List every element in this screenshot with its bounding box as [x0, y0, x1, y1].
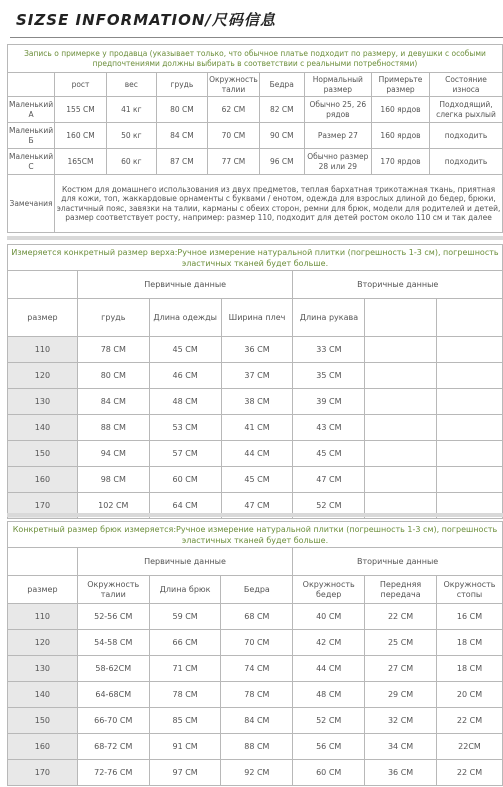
- size-cell: 120: [8, 630, 78, 656]
- table-cell: [437, 337, 503, 363]
- table-row: [8, 97, 503, 123]
- table-cell: [365, 337, 437, 363]
- table-cell: [437, 389, 503, 415]
- table-cell: Маленький А: [8, 97, 55, 123]
- size-cell: 130: [8, 389, 78, 415]
- table-row: [8, 337, 503, 363]
- primary-data-header: Первичные данные: [77, 548, 292, 576]
- table-cell: [365, 363, 437, 389]
- fitting-record-table: [7, 44, 503, 233]
- header-cell: рост: [55, 73, 107, 97]
- table-cell: 46 CM: [149, 363, 221, 389]
- table-cell: 22CM: [437, 734, 503, 760]
- table-cell: Маленький С: [8, 149, 55, 175]
- size-cell: 150: [8, 708, 78, 734]
- header-cell: размер: [8, 299, 78, 337]
- table-cell: 50 кг: [106, 123, 156, 149]
- table-row: [8, 123, 503, 149]
- table-cell: 72-76 CM: [77, 760, 149, 786]
- table-cell: 66-70 CM: [77, 708, 149, 734]
- table-row: [8, 630, 503, 656]
- table-cell: 74 CM: [221, 656, 293, 682]
- title-divider: [10, 37, 503, 38]
- header-cell: [8, 271, 78, 299]
- table-cell: [437, 467, 503, 493]
- group-header-row: [8, 271, 503, 299]
- fitting-note: Запись о примерке у продавца (указывает только, что обычное платье подходит по размеру, и девушки с особыми предпочтениями должны выбирать в соответствии с реальными потребностями): [8, 45, 503, 73]
- table-cell: 60 CM: [293, 760, 365, 786]
- table-cell: Обычно 25, 26 рядов: [304, 97, 371, 123]
- table-cell: Маленький Б: [8, 123, 55, 149]
- table-cell: 18 CM: [437, 656, 503, 682]
- table-cell: 47 CM: [221, 493, 293, 519]
- table-cell: 48 CM: [293, 682, 365, 708]
- table-cell: 88 CM: [221, 734, 293, 760]
- table-cell: 52-56 CM: [77, 604, 149, 630]
- table-cell: 84 CM: [77, 389, 149, 415]
- secondary-data-header: Вторичные данные: [293, 271, 503, 299]
- table-row: [8, 441, 503, 467]
- pants-measure-note: Конкретный размер брюк измеряется:Ручное измерение натуральной плитки (погрешность 1-3 см), погрешность эластичных тканей будет больше.: [8, 522, 503, 548]
- table-cell: 91 CM: [149, 734, 221, 760]
- table-cell: 35 CM: [293, 363, 365, 389]
- size-cell: 110: [8, 337, 78, 363]
- table-cell: 41 кг: [106, 97, 156, 123]
- table-cell: 68 CM: [221, 604, 293, 630]
- table-cell: 102 CM: [77, 493, 149, 519]
- table-cell: 62 CM: [208, 97, 260, 123]
- table-cell: 58-62CM: [77, 656, 149, 682]
- table-cell: 78 CM: [77, 337, 149, 363]
- table-cell: 37 CM: [221, 363, 293, 389]
- table-cell: 38 CM: [221, 389, 293, 415]
- table-cell: 92 CM: [221, 760, 293, 786]
- table-cell: Обычно размер 28 или 29: [304, 149, 371, 175]
- table-cell: Подходящий, слегка рыхлый: [429, 97, 502, 123]
- table-cell: 34 CM: [365, 734, 437, 760]
- table-cell: 64 CM: [149, 493, 221, 519]
- table-cell: [365, 467, 437, 493]
- header-cell: [8, 548, 78, 576]
- table-cell: 48 CM: [149, 389, 221, 415]
- table-cell: 60 кг: [106, 149, 156, 175]
- table-cell: 52 CM: [293, 493, 365, 519]
- table-cell: [437, 363, 503, 389]
- table-cell: 45 CM: [221, 467, 293, 493]
- table-cell: 45 CM: [149, 337, 221, 363]
- table-cell: 57 CM: [149, 441, 221, 467]
- table-cell: 80 CM: [156, 97, 207, 123]
- header-cell: размер: [8, 576, 78, 604]
- table-cell: 90 CM: [259, 123, 304, 149]
- page-title: SIZSE INFORMATION/尺码信息: [16, 11, 276, 29]
- table-cell: 155 CM: [55, 97, 107, 123]
- section-separator: [7, 236, 503, 240]
- header-cell: Окружность стопы: [437, 576, 503, 604]
- table-cell: 98 CM: [77, 467, 149, 493]
- table-header-row: [8, 299, 503, 337]
- table-row: [8, 760, 503, 786]
- table-cell: 66 CM: [149, 630, 221, 656]
- table-cell: 71 CM: [149, 656, 221, 682]
- header-cell: Бедра: [221, 576, 293, 604]
- table-cell: 22 CM: [437, 760, 503, 786]
- remarks-label: Замечания: [8, 175, 55, 233]
- header-cell: грудь: [77, 299, 149, 337]
- table-row: [8, 415, 503, 441]
- header-cell: Бедра: [259, 73, 304, 97]
- title-bar: [0, 0, 503, 40]
- header-cell: вес: [106, 73, 156, 97]
- size-cell: 150: [8, 441, 78, 467]
- table-cell: 84 CM: [156, 123, 207, 149]
- table-cell: 18 CM: [437, 630, 503, 656]
- table-cell: 22 CM: [365, 604, 437, 630]
- size-cell: 160: [8, 467, 78, 493]
- table-cell: 16 CM: [437, 604, 503, 630]
- header-cell: Передняя передача: [365, 576, 437, 604]
- table-cell: [365, 389, 437, 415]
- table-cell: 25 CM: [365, 630, 437, 656]
- table-cell: 36 CM: [365, 760, 437, 786]
- table-cell: 94 CM: [77, 441, 149, 467]
- table-cell: 22 CM: [437, 708, 503, 734]
- table-cell: 54-58 CM: [77, 630, 149, 656]
- table-row: [8, 656, 503, 682]
- header-cell: Длина одежды: [149, 299, 221, 337]
- remarks-text: Костюм для домашнего использования из двух предметов, теплая бархатная трикотажная ткань, приятная для кожи, топ, жаккардовые орнаменты с буквами / енотом, одежда для взрослых длиной до бедер, брюки, эластичный пояс, завязки на талии, карманы с обеих сторон, ремни для брюк, модели для родителей и детей, размер соответствует росту, например: размер 110, подходит для детей ростом около 110 см и так далее: [55, 175, 503, 233]
- table-row: [8, 682, 503, 708]
- table-cell: 78 CM: [221, 682, 293, 708]
- table-cell: Размер 27: [304, 123, 371, 149]
- table-header-row: [8, 73, 503, 97]
- table-cell: подходить: [429, 123, 502, 149]
- table-row: [8, 389, 503, 415]
- table-cell: 84 CM: [221, 708, 293, 734]
- size-cell: 110: [8, 604, 78, 630]
- table-cell: 42 CM: [293, 630, 365, 656]
- table-cell: [365, 415, 437, 441]
- table-cell: 165CM: [55, 149, 107, 175]
- table-cell: 39 CM: [293, 389, 365, 415]
- table-cell: 170 ярдов: [372, 149, 430, 175]
- section-separator: [7, 513, 503, 517]
- table-cell: 97 CM: [149, 760, 221, 786]
- table-cell: 70 CM: [221, 630, 293, 656]
- table-cell: 44 CM: [293, 656, 365, 682]
- header-cell: Примерьте размер: [372, 73, 430, 97]
- size-cell: 140: [8, 415, 78, 441]
- table-row: [8, 149, 503, 175]
- table-row: [8, 363, 503, 389]
- header-cell: Нормальный размер: [304, 73, 371, 97]
- table-cell: 88 CM: [77, 415, 149, 441]
- table-cell: [437, 415, 503, 441]
- table-cell: 77 CM: [208, 149, 260, 175]
- table-cell: 160 ярдов: [372, 97, 430, 123]
- table-cell: 44 CM: [221, 441, 293, 467]
- size-cell: 120: [8, 363, 78, 389]
- table-cell: 32 CM: [365, 708, 437, 734]
- table-cell: 160 ярдов: [372, 123, 430, 149]
- group-header-row: [8, 548, 503, 576]
- table-cell: [365, 441, 437, 467]
- table-cell: 80 CM: [77, 363, 149, 389]
- table-cell: 160 CM: [55, 123, 107, 149]
- table-cell: 43 CM: [293, 415, 365, 441]
- table-cell: 53 CM: [149, 415, 221, 441]
- table-cell: 82 CM: [259, 97, 304, 123]
- table-cell: 85 CM: [149, 708, 221, 734]
- table-header-row: [8, 576, 503, 604]
- table-row: [8, 604, 503, 630]
- table-cell: 70 CM: [208, 123, 260, 149]
- header-cell: Длина рукава: [293, 299, 365, 337]
- size-cell: 170: [8, 493, 78, 519]
- header-cell: [437, 299, 503, 337]
- table-cell: [437, 441, 503, 467]
- secondary-data-header: Вторичные данные: [293, 548, 503, 576]
- size-cell: 140: [8, 682, 78, 708]
- table-cell: 78 CM: [149, 682, 221, 708]
- header-cell: Длина брюк: [149, 576, 221, 604]
- size-cell: 170: [8, 760, 78, 786]
- table-cell: 56 CM: [293, 734, 365, 760]
- table-cell: 52 CM: [293, 708, 365, 734]
- header-cell: Окружность бедер: [293, 576, 365, 604]
- primary-data-header: Первичные данные: [77, 271, 293, 299]
- size-cell: 130: [8, 656, 78, 682]
- header-cell: [365, 299, 437, 337]
- header-cell: [8, 73, 55, 97]
- table-cell: 33 CM: [293, 337, 365, 363]
- table-cell: 41 CM: [221, 415, 293, 441]
- top-size-table: [7, 244, 503, 519]
- table-cell: 27 CM: [365, 656, 437, 682]
- table-cell: 45 CM: [293, 441, 365, 467]
- header-cell: Состояние износа: [429, 73, 502, 97]
- table-row: [8, 708, 503, 734]
- pants-size-table: [7, 521, 503, 786]
- header-cell: Окружность талии: [77, 576, 149, 604]
- table-cell: 68-72 CM: [77, 734, 149, 760]
- top-measure-note: Измеряется конкретный размер верха:Ручное измерение натуральной плитки (погрешность 1-3 см), погрешность эластичных тканей будет больше.: [8, 245, 503, 271]
- header-cell: Ширина плеч: [221, 299, 293, 337]
- table-cell: 36 CM: [221, 337, 293, 363]
- header-cell: грудь: [156, 73, 207, 97]
- header-cell: Окружность талии: [208, 73, 260, 97]
- table-cell: 87 CM: [156, 149, 207, 175]
- table-cell: подходить: [429, 149, 502, 175]
- table-cell: 59 CM: [149, 604, 221, 630]
- table-cell: 60 CM: [149, 467, 221, 493]
- table-cell: 96 CM: [259, 149, 304, 175]
- size-cell: 160: [8, 734, 78, 760]
- table-cell: 47 CM: [293, 467, 365, 493]
- table-cell: 29 CM: [365, 682, 437, 708]
- table-cell: 64-68CM: [77, 682, 149, 708]
- table-row: [8, 467, 503, 493]
- table-cell: 40 CM: [293, 604, 365, 630]
- table-cell: 20 CM: [437, 682, 503, 708]
- table-row: [8, 734, 503, 760]
